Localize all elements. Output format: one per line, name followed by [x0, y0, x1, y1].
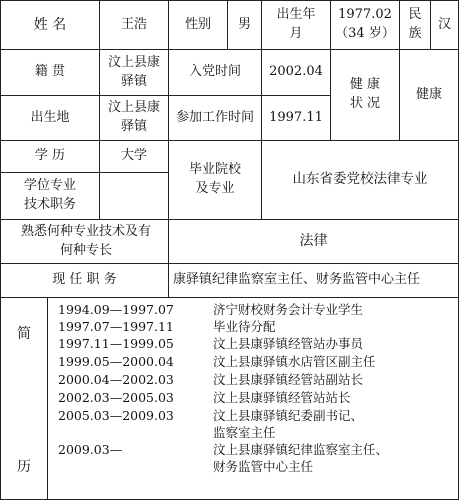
work-label-text: 参加工作时间 [175, 109, 254, 125]
party-value [261, 49, 331, 96]
position-value-text: 康驿镇纪律监察室主任、财务监管中心主任 [173, 272, 421, 288]
name-value [99, 0, 169, 50]
native-value-text: 汶上县康驿镇 [107, 54, 160, 89]
position-value [168, 263, 459, 298]
skill-label-text: 熟悉何种专业技术及有 何种专长 [20, 223, 151, 258]
school-value-text: 山东省委党校法律专业 [292, 171, 428, 188]
resume-list [48, 297, 459, 500]
health-label [330, 49, 400, 141]
skill-label [0, 219, 169, 264]
health-value [399, 49, 459, 141]
work-label [168, 95, 262, 141]
native-label [0, 49, 100, 96]
edu-label [0, 140, 100, 173]
ethnicity-value [430, 0, 459, 50]
resume-description: 汶上县康驿镇纪委副书记、 监察室主任 [213, 408, 364, 440]
ethnicity-value-text: 汉 [437, 16, 451, 32]
resume-description: 汶上县康驿镇经管站办事员 [213, 336, 364, 351]
school-value [261, 140, 459, 220]
gender-value [227, 0, 262, 50]
ethnicity-label-text: 民族 [408, 7, 422, 41]
school-label [168, 140, 262, 220]
name-label-text: 姓 名 [33, 16, 67, 33]
resume-description: 济宁财校财务会计专业学生 [213, 302, 364, 317]
party-label-text: 入党时间 [188, 64, 241, 80]
resume-description: 汶上县康驿镇经管站副站长 [213, 372, 364, 387]
position-label [0, 263, 169, 298]
work-value-text: 1997.11 [269, 109, 323, 125]
birth-value-text: 1977.02 （34 岁） [335, 7, 395, 41]
degree-label-text: 学位专业 技术职务 [23, 178, 76, 212]
birth-value [330, 0, 400, 50]
resume-period: 1999.05—2000.04 [58, 354, 174, 369]
gender-label [168, 0, 228, 50]
resume-period: 2009.03— [58, 442, 123, 457]
resume-period: 2002.03—2005.03 [58, 390, 174, 405]
birth-label [261, 0, 331, 50]
gender-value-text: 男 [237, 16, 251, 32]
edu-value-text: 大学 [120, 148, 147, 164]
skill-value [168, 219, 459, 264]
name-value-text: 王浩 [120, 16, 147, 32]
birthplace-label-text: 出生地 [30, 109, 70, 125]
birth-label-text: 出生年月 [276, 7, 316, 41]
resume-period: 2000.04—2002.03 [58, 372, 174, 387]
health-value-text: 健康 [415, 86, 442, 102]
resume-label-top: 简 [17, 326, 31, 342]
school-label-text: 毕业院校 及专业 [188, 162, 241, 196]
name-label [0, 0, 100, 50]
health-label-text: 健 康 状 况 [349, 77, 381, 111]
birthplace-value [99, 95, 169, 141]
resume-description: 毕业待分配 [213, 319, 276, 334]
gender-label-text: 性别 [184, 16, 211, 32]
resume-period: 2005.03—2009.03 [58, 408, 174, 423]
position-label-text: 现 任 职 务 [52, 272, 117, 288]
ethnicity-label [399, 0, 431, 50]
edu-label-text: 学 历 [34, 148, 66, 164]
edu-value [99, 140, 169, 173]
native-label-text: 籍 贯 [34, 64, 66, 80]
resume-label-bottom: 历 [17, 459, 31, 475]
party-label [168, 49, 262, 96]
resume-period: 1994.09—1997.07 [58, 302, 174, 317]
resume-period: 1997.07—1997.11 [58, 319, 174, 334]
work-value [261, 95, 331, 141]
resume-description: 汶上县康驿镇水店管区副主任 [213, 354, 376, 369]
resume-label [0, 297, 48, 500]
skill-value-text: 法律 [299, 233, 328, 250]
party-value-text: 2002.04 [269, 64, 323, 80]
resume-description: 汶上县康驿镇纪律监察室主任、 财务监管中心主任 [213, 442, 389, 474]
birthplace-label [0, 95, 100, 141]
native-value [99, 49, 169, 96]
degree-value [99, 172, 169, 220]
resume-period: 1997.11—1999.05 [58, 336, 174, 351]
birthplace-value-text: 汶上县康驿镇 [107, 100, 160, 134]
resume-description: 汶上县康驿镇经管站站长 [213, 390, 351, 405]
degree-label [0, 172, 100, 220]
